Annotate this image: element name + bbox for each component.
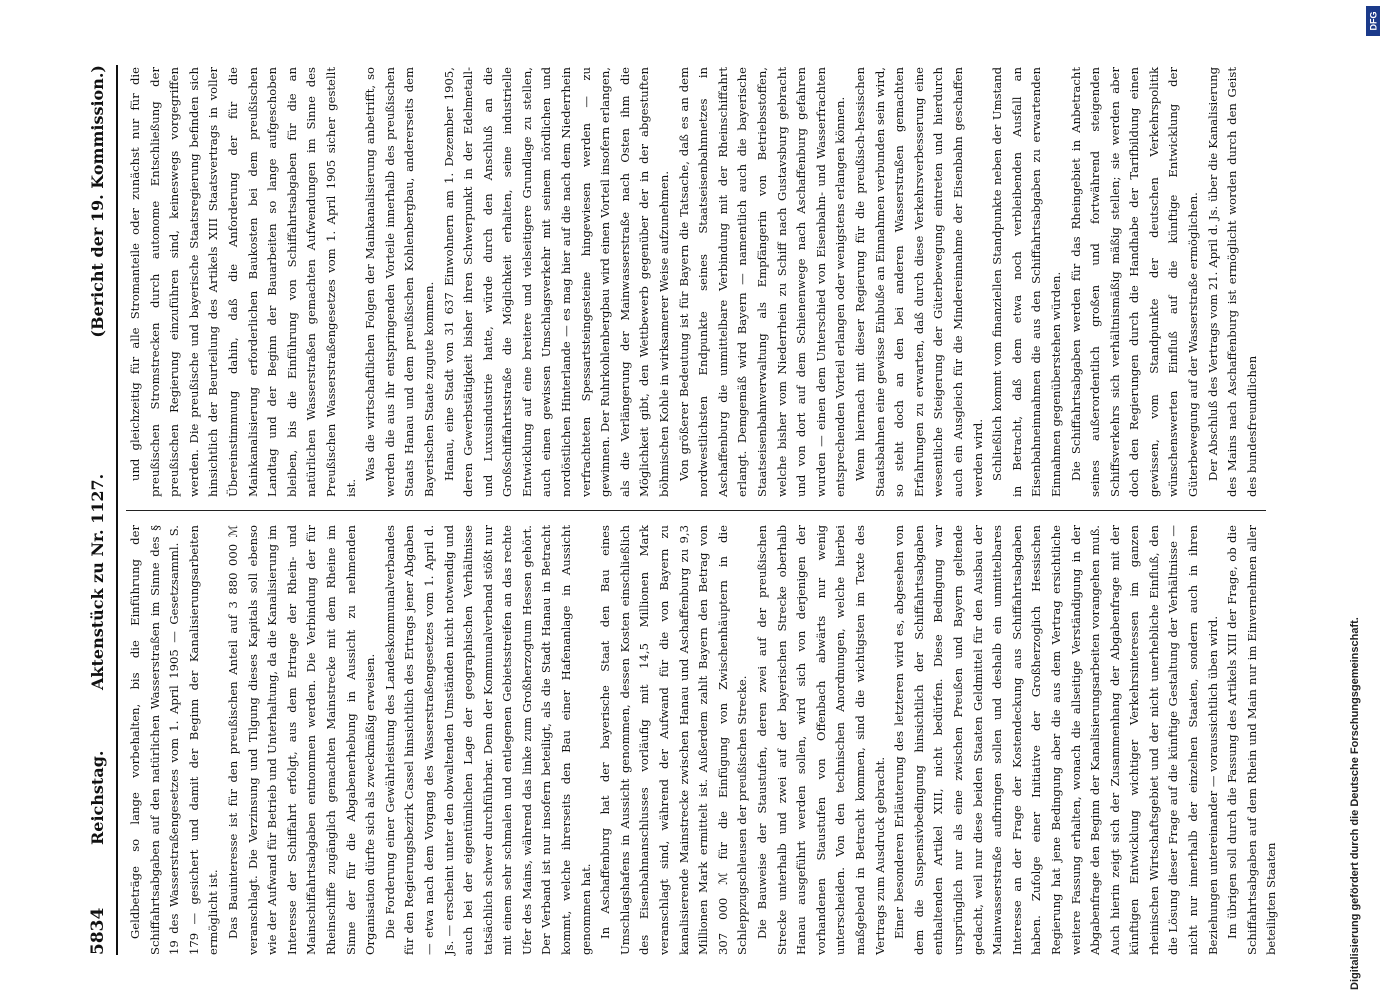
text-column-right [126,67,1266,497]
paragraph: Wenn hiernach mit dieser Regierung für die preußisch-hessischen Staatsbahnen eine gewisse Einbuße an Einnahmen verbunden sein wird, so steht doch an den bei anderen Wasserstraßen gemachten Erfahrungen zu erwarten, daß durch diese Verkehrsverbesserung eine wesentliche Steigerung der Güterbewegung eintreten und hierdurch auch ein Ausgleich für die Mindereinnahme der Eisenbahn geschaffen werden wird. [852,67,985,497]
column-divider [126,510,1266,511]
digitization-acknowledgement: Digitalisierung gefördert durch die Deutsche Forschungsgemeinschaft. [1349,617,1361,990]
paragraph: Hanau, eine Stadt von 31 637 Einwohnern am 1. Dezember 1905, deren Gewerbstätigkeit bisher ihren Schwerpunkt in der Edelmetall- und Luxusindustrie hatte, würde durch den Anschluß an die Großschiffahrtsstraße die Möglichkeit erhalten, seine industrielle Entwicklung auf eine breitere und vielseitigere Grundlage zu stellen, auch einen gewissen Umschlagsverkehr mit seinem nördlichen und nordöstlichen Hinterlande — es mag hier auf die nach dem Niederrhein verfrachteten Spessartsteingesteine hingewiesen werden — zu gewinnen. Der Ruhrkohlenbergbau wird einen Vorteil insofern erlangen, als die Verlängerung der Mainwasserstraße nach Osten ihm die Möglichkeit gibt, den Wettbewerb gegenüber der in der abgestuften böhmischen Kohle in wirksamerer Weise aufzunehmen. [441,67,672,497]
paragraph: und gleichzeitig für alle Stromanteile oder zunächst nur für die preußischen Stromstrecken durch autonome Entschließung der preußischen Regierung einzuführen sind, keineswegs vorgegriffen werden. Die preußische und bayerische Staatsregierung befinden sich hinsichtlich der Beurteilung des Artikels XIII Staatsvertrags in voller Übereinstimmung dahin, daß die Anforderung der für die Mainkanalisierung erforderlichen Baukosten bei dem preußischen Landtag und der Beginn der Bauarbeiten so lange aufgeschoben bleiben, bis die Einführung von Schiffahrtsabgaben für die an natürlichen Wasserstraßen gemachten Aufwendungen im Sinne des Preußischen Wasserstraßengesetzes vom 1. April 1905 sicher gestellt ist. [128,67,358,497]
text-column-left [126,525,1279,955]
paragraph: Was die wirtschaftlichen Folgen der Mainkanalisierung anbetrifft, so werden die aus ihr entspringenden Vorteile innerhalb des preußischen Staats Hanau und dem preußischen Kohlenbergbau, andererseits dem Bayerischen Staate zugute kommen. [363,67,436,497]
paragraph: Von größerer Bedeutung ist für Bayern die Tatsache, daß es an dem nordwestlichsten Endpunkte seines Staatseisenbahnnetzes in Aschaffenburg die unmittelbare Verbindung mit der Rheinschiffahrt erlangt. Demgemäß wird Bayern — namentlich auch die bayerische Staatseisenbahnverwaltung als Empfängerin von Betriebsstoffen, welche bisher vom Niederrhein zu Schiff nach Gustavsburg gebracht und von dort auf dem Schienenwege nach Aschaffenburg gefahren wurden — einen dem Unterschied von Eisenbahn- und Wasserfrachten entsprechenden Vorteil erlangen oder wenigstens erlangen können. [676,67,848,497]
paragraph: Einer besonderen Erläuterung des letzteren wird es, abgesehen von dem die Suspensivbedingung hinsichtlich der Schiffahrtsabgaben enthaltenden Artikel XIII, nicht bedürfen. Diese Bedingung war ursprünglich nur als eine zwischen Preußen und Bayern geltende gedacht, weil nur diese beiden Staaten Geldmittel für den Ausbau der Mainwasserstraße aufbringen sollen und deshalb ein unmittelbares Interesse an der Frage der Kostendeckung aus Schiffahrtsabgaben haben. Zufolge einer Initiative der Großherzoglich Hessischen Regierung hat jene Bedingung aber die aus dem Vertrag ersichtliche weitere Fassung erhalten, wonach die allseitige Verständigung in der Abgabenfrage den Beginn der Kanalisierungsarbeiten vorangehen muß. Auch hierin zeigt sich der Zusammenhang der Abgabenfrage mit der künftigen Entwicklung wichtiger Verkehrsinteressen im ganzen rheinischen Wirtschaftsgebiet und der nicht unerhebliche Einfluß, den die Lösung dieser Frage auf die künftige Gestaltung der Verhältnisse — nicht nur innerhalb der einzelnen Staaten, sondern auch in ihren Beziehungen untereinander — voraussichtlich üben wird. [892,525,1220,955]
dfg-logo: DFG [1366,6,1380,36]
paragraph: Im übrigen soll durch die Fassung des Artikels XIII der Frage, ob die Schiffahrtsabgaben auf dem Rhein und Main nur im Einvernehmen aller beteiligten Staaten [1225,525,1279,955]
header-report-title: (Bericht der 19. Kommission.) [88,65,107,338]
paragraph: Die Schiffahrtsabgaben werden für das Rheingebiet in Anbetracht seines außerordentlich großen und fortwährend steigenden Schiffsverkehrs sich verhältnismäßig mäßig stellen; sie werden aber doch den Regierungen durch die Handhabe der Tarifbildung einen gewissen, vom Standpunkte der deutschen Verkehrspolitik wünschenswerten Einfluß auf die künftige Entwicklung der Güterbewegung auf der Wasserstraße ermöglichen. [1068,67,1201,497]
page-header [86,65,112,955]
paragraph: Das Bauinteresse ist für den preußischen Anteil auf 3 880 000 ℳ veranschlagt. Die Verzinsung und Tilgung dieses Kapitals soll ebenso wie der Aufwand für Betrieb und Unterhaltung, da die Kanalisierung im Interesse der Schiffahrt erfolgt, aus dem Ertrage der Rhein- und Mainschiffahrtsabgaben entnommen werden. Die Verbindung der für Rheinschiffe zugänglich gemachten Mainstrecke mit dem Rheine im Sinne der für die Abgabenerhebung in Aussicht zu nehmenden Organisation dürfte sich als zweckmäßig erweisen. [225,525,378,955]
paragraph: Schließlich kommt vom finanziellen Standpunkte neben der Umstand in Betracht, daß dem etwa noch verbleibenden Ausfall an Eisenbahneinnahmen die aus den Schiffahrtsabgaben zu erwartenden Einnahmen gegenüberstehen würden. [990,67,1063,497]
paragraph: In Aschaffenburg hat der bayerische Staat den Bau eines Umschlagshafens in Aussicht genommen, dessen Kosten einschließlich des Eisenbahnanschlusses vorläufig mit 14,5 Millionen Mark veranschlagt sind, während der Aufwand für die von Bayern zu kanalisierende Mainstrecke zwischen Hanau und Aschaffenburg zu 9,3 Millionen Mark ermittelt ist. Außerdem zahlt Bayern den Betrag von 307 000 ℳ für die Einfügung von Zwischenhäuptern in die Schleppzugschleusen der preußischen Strecke. [598,525,750,955]
header-rule [116,65,118,955]
header-aktenstueck: Aktenstück zu Nr. 1127. [88,473,107,690]
header-reichstag: Reichstag. [88,750,107,845]
paragraph: Geldbeträge so lange vorbehalten, bis die Einführung der Schiffahrtsabgaben auf den natürlichen Wasserstraßen im Sinne des § 19 des Wasserstraßengesetzes vom 1. April 1905 — Gesetzsamml. S. 179 — gesichert und damit der Beginn der Kanalisierungsarbeiten ermöglicht ist. [128,525,221,955]
paragraph: Der Abschluß des Vertrags vom 21. April d. Js. über die Kanalisierung des Mains nach Aschaffenburg ist ermöglicht worden durch den Geist des bundesfreundlichen [1205,67,1259,497]
paragraph: Die Bauweise der Staustufen, deren zwei auf der preußischen Strecke unterhalb und zwei auf der bayerischen Strecke oberhalb Hanau ausgeführt werden sollen, wird sich von derjenigen der vorhandenen Staustufen von Offenbach abwärts nur wenig unterscheiden. Von den technischen Anordnungen, welche hierbei maßgebend in Betracht kommen, sind die wichtigsten im Texte des Vertrags zum Ausdruck gebracht. [755,525,887,955]
paragraph: Die Forderung einer Gewährleistung des Landeskommunalverbandes für den Regierungsbezirk Cassel hinsichtlich des Ertrags jener Abgaben — etwa nach dem Vorgang des Wasserstraßengesetzes vom 1. April d. Js. — erscheint unter den obwaltenden Umständen nicht notwendig und auch bei der eigentümlichen Lage der geographischen Verhältnisse tatsächlich schwer durchführbar. Denn der Kommunalverband stößt nur mit einem sehr schmalen und entlegenen Gebietsstreifen an das rechte Ufer des Mains, während das linke zum Großherzogtum Hessen gehört. Der Verband ist nur insofern beteiligt, als die Stadt Hanau in Betracht kommt, welche ihrerseits den Bau einer Hafenanlage in Aussicht genommen hat. [382,525,593,955]
document-page [86,65,1279,955]
page-number: 5834 [88,907,108,955]
